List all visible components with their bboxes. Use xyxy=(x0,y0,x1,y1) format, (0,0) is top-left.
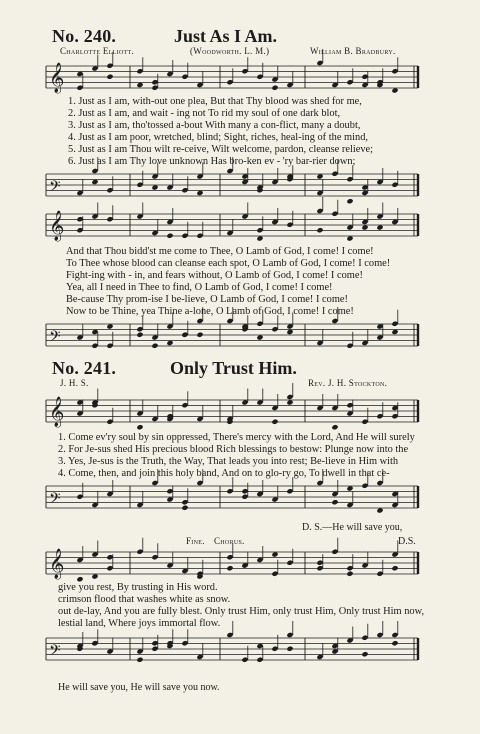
verse-line: 3. Just as I am, tho'tossed a-bout With many a con-flict, many a doubt, xyxy=(68,120,361,131)
verse-line: 3. Yes, Je-sus is the Truth, the Way, That leads you into rest; Be-lieve in Him with xyxy=(58,456,399,467)
notehead xyxy=(346,198,353,204)
verse-line: 1. Come ev'ry soul by sin oppressed, There's mercy with the Lord, And He will surely xyxy=(58,432,415,443)
hymn-240-treble-staff-1 xyxy=(0,60,480,100)
notehead xyxy=(226,565,233,571)
hymn-241-bass-staff-2 xyxy=(0,632,480,678)
notehead xyxy=(286,646,293,652)
staff-lines xyxy=(46,174,418,196)
verse-line: Be-cause Thy prom-ise I be-lieve, O Lamb of God, I come! I come! xyxy=(66,294,348,305)
verse-line: out de-lay, And you are fully blest. Only trust Him, only trust Him, Only trust Him now, xyxy=(58,606,425,617)
notehead xyxy=(361,651,368,657)
hymn-240-number: No. 240. xyxy=(52,26,117,46)
ds-note: D. S.—He will save you, xyxy=(302,522,403,533)
hymn-240-lyricist: Charlotte Elliott. xyxy=(60,46,135,56)
notehead xyxy=(136,332,143,338)
notehead xyxy=(271,85,278,91)
notehead xyxy=(166,233,173,239)
notehead xyxy=(136,657,143,663)
notehead xyxy=(331,424,338,430)
verse-line: And that Thou bidd'st me come to Thee, O Lamb of God, I come! I come! xyxy=(66,246,374,257)
hymn-240-title: Just As I Am. xyxy=(174,26,278,46)
notehead xyxy=(136,424,143,430)
hymn-241-title: Only Trust Him. xyxy=(170,358,297,378)
bottom-lyric-line: He will save you, He will save you now. xyxy=(58,682,220,693)
notehead xyxy=(346,571,353,577)
bass-clef-icon: 𝄢 xyxy=(49,490,61,511)
hymn-241-number: No. 241. xyxy=(52,358,117,378)
noteheads xyxy=(76,383,398,430)
bass-clef-icon: 𝄢 xyxy=(49,328,61,349)
treble-clef-icon: 𝄞 xyxy=(49,397,65,427)
hymn-241-treble-staff-2 xyxy=(0,546,480,586)
treble-clef-icon: 𝄞 xyxy=(49,63,65,93)
verse-line: 4. Just as I am poor, wretched, blind; Sight, riches, heal-ing of the mind, xyxy=(68,132,368,143)
notehead xyxy=(196,332,203,338)
hymn-241-composer: Rev. J. H. Stockton. xyxy=(308,378,388,388)
ds-marking: D.S. xyxy=(398,536,416,547)
bass-clef-icon: 𝄢 xyxy=(49,642,61,663)
hymn-241-treble-staff-1 xyxy=(0,394,480,434)
verse-line: 2. Just as I am, and wait - ing not To rid my soul of one dark blot, xyxy=(68,108,341,119)
staff-lines xyxy=(46,638,418,660)
notehead xyxy=(106,74,113,80)
notehead xyxy=(316,227,323,233)
verse-line: Fight-ing with - in, and fears without, O Lamb of God, I come! I come! xyxy=(66,270,363,281)
verse-line: Now to be Thine, yea Thine a-lone, O Lamb of God, I come! I come! xyxy=(66,306,354,317)
treble-clef-icon: 𝄞 xyxy=(49,549,65,579)
verse-line: To Thee whose blood can cleanse each spot, O Lamb of God, I come! I come! xyxy=(66,258,391,269)
hymn-240-tune: (Woodworth. L. M.) xyxy=(190,46,270,56)
hymn-241-lyricist: J. H. S. xyxy=(60,378,89,388)
verse-line: 4. Come, then, and join this holy band, And on to glo-ry go, To dwell in that ce- xyxy=(58,468,390,479)
notehead xyxy=(331,499,338,505)
notehead xyxy=(271,419,278,425)
hymn-240-treble-staff-2 xyxy=(0,208,480,248)
verse-line: lestial land, Where joys immortal flow. xyxy=(58,618,221,629)
verse-line: Yea, all I need in Thee to find, O Lamb of God, I come! I come! xyxy=(66,282,333,293)
verse-line: crimson flood that washes white as snow. xyxy=(58,594,231,605)
fine-marking: Fine. xyxy=(186,536,205,546)
bass-clef-icon: 𝄢 xyxy=(49,178,61,199)
verse-line: 6. Just as I am Thy love unknown Has bro-ken ev - 'ry bar-rier down; xyxy=(68,156,356,167)
notehead xyxy=(151,343,158,349)
verse-line: 1. Just as I am, with-out one plea, But that Thy blood was shed for me, xyxy=(68,96,362,107)
verse-line: 5. Just as I am Thou wilt re-ceive, Wilt welcome, pardon, cleanse relieve; xyxy=(68,144,374,155)
treble-clef-icon: 𝄞 xyxy=(49,211,65,241)
verse-line: give you rest, By trusting in His word. xyxy=(58,582,218,593)
hymn-241-bass-staff-1 xyxy=(0,480,480,520)
notehead xyxy=(391,640,398,646)
chorus-marking: Chorus. xyxy=(214,536,245,546)
hymn-240-bass-staff-1 xyxy=(0,168,480,208)
verse-line: 2. For Je-sus shed His precious blood Rich blessings to bestow: Plunge now into the xyxy=(58,444,409,455)
hymn-240-composer: William B. Bradbury. xyxy=(310,46,396,56)
hymn-240-bass-staff-2 xyxy=(0,318,480,358)
notehead xyxy=(181,505,188,511)
staff-lines xyxy=(46,324,418,346)
notehead xyxy=(391,565,398,571)
